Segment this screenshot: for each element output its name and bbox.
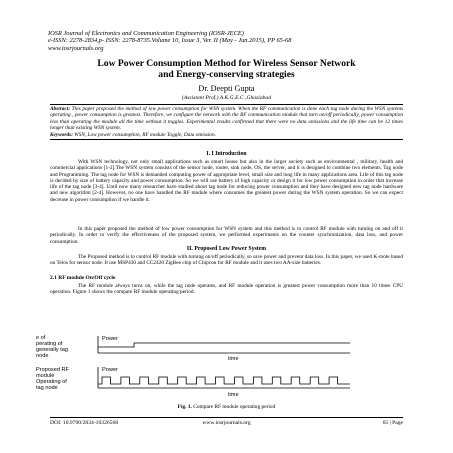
footer-doi: DOI: 10.9790/2834-10326568	[50, 420, 119, 426]
bottom-label-line: Proposed RF	[36, 367, 69, 373]
author-name: Dr. Deepti Gupta	[198, 84, 255, 93]
top-power-label: Power	[102, 336, 118, 342]
bottom-time-label: time	[228, 392, 239, 398]
section-1-paragraph-2: In this paper proposed the method of low power consumption for WSN system and this method is to control RF module with turning on and off it periodically. In order to verify the effectiveness of the proposed system, we performed experiments on the counter synchronization, data loss, and power consumption.	[50, 226, 403, 245]
keywords-label: Keywords:	[50, 132, 73, 139]
section-1-heading: I. I Introduction	[206, 151, 247, 157]
page-footer	[50, 417, 403, 426]
bottom-label-line: module	[36, 373, 55, 379]
top-label-line: generally tag	[36, 347, 69, 353]
bottom-pulse-trace	[98, 377, 350, 384]
author-affiliation: (Assistant Prof.) A.K.G.E.C ,Ghaziabad	[181, 95, 272, 101]
top-label-line: perating of	[36, 341, 63, 347]
section-1-paragraph-1: With WSN technology, not only small applications such as smart house but also in the larger society such as environmental , military, health and commercial applications [1-2].The WSN system consists of the sensor node, router, sink node, OS, the server, and it is designed to combine two elements. Tag node and Programming. The tag node for WSN is demanded computing power of appropriate level, small size and long life in many applications area. Life of this tag node is decided by size of battery capacity and power consumption. So we will use battery of high capacity or design it for low power consumption in order that increase life of the tag node [3-4]. Until now many researcher have studied about tag node for reducing power consumption and they have designed new tag node hardware and new algorithm [2-4]. However, no one have handled the RF module where consumes the greatest power during the WSN system operation. So we can expect decrease in power consumption if we handle it.	[50, 159, 403, 203]
figure-top-left-labels	[36, 335, 68, 359]
paper-title	[40, 58, 413, 80]
top-power-trace	[98, 343, 350, 347]
subsection-paragraph: The RF module always turns on, while the tag node operates, and RF module operation is greatest power consumption more than 10 times CPU operation. Figure 1 shows the compare RF module operating period.	[50, 283, 403, 296]
bottom-power-label: Power	[102, 367, 118, 373]
subsection-heading: 2.1 RF module On/Off cycle	[50, 275, 116, 281]
figure-rf-operating-period	[36, 333, 403, 401]
keywords	[50, 132, 403, 138]
caption-text: Compare RF module operating period	[193, 404, 276, 410]
keywords-text: WSN, Low power consumption, RF module Toggle, Data omission.	[74, 132, 216, 139]
footer-page-number: 65 | Page	[382, 420, 403, 426]
title-line-1: Low Power Consumption Method for Wireless Sensor Network	[97, 58, 356, 69]
bottom-label-line: tag node	[36, 385, 58, 391]
journal-header	[48, 30, 408, 52]
title-line-2: and Energy-conserving strategies	[158, 69, 295, 80]
bottom-label-line: Operating of	[36, 379, 67, 385]
journal-url[interactable]: www.iosrjournals.org	[48, 44, 104, 52]
abstract-box	[50, 104, 403, 140]
abstract	[50, 106, 403, 131]
caption-label: Fig. 1.	[177, 404, 192, 410]
section-2-heading: II. Proposed Low Power System	[186, 246, 267, 252]
top-time-label: time	[228, 356, 239, 362]
journal-name: IOSR Journal of Electronics and Communication Engineering (IOSR-JECE)	[48, 30, 244, 37]
figure-bottom-left-labels	[36, 367, 70, 391]
footer-url[interactable]: www.iosrjournals.org	[202, 420, 251, 426]
top-label-line: node	[36, 353, 49, 359]
top-label-line: e of	[36, 335, 46, 341]
abstract-text: This paper proposed the method of low power consumption for WSN system. When the RF communication is done each tag node during the WSN systems operating , power consumption is greatest. Therefore, we configure the network with the RF communication module that turn on/off periodically, power consumption less than operating the module all the time without it toggles. Experimental results confirmed that there were no data omissions and the life time can be 12 times longer than existing WSN system.	[50, 106, 403, 131]
abstract-label: Abstract:	[50, 106, 71, 112]
section-2-paragraph-1: The Proposed method is to control RF module with turning on/off periodically, so save power and prevent data loss. In this paper, we used K-mote based on Telos for sensor node. It use MSP430 and CC2420 ZigBee chip of Chipcon for RF module and it uses two AA-size batteries.	[50, 254, 403, 267]
figure-caption	[50, 404, 403, 410]
journal-issn: e-ISSN: 2278-2834,p- ISSN: 2278-8735.Volume 10, Issue 3, Ver. II (May - Jun.2015), PP 65-68	[48, 37, 292, 45]
